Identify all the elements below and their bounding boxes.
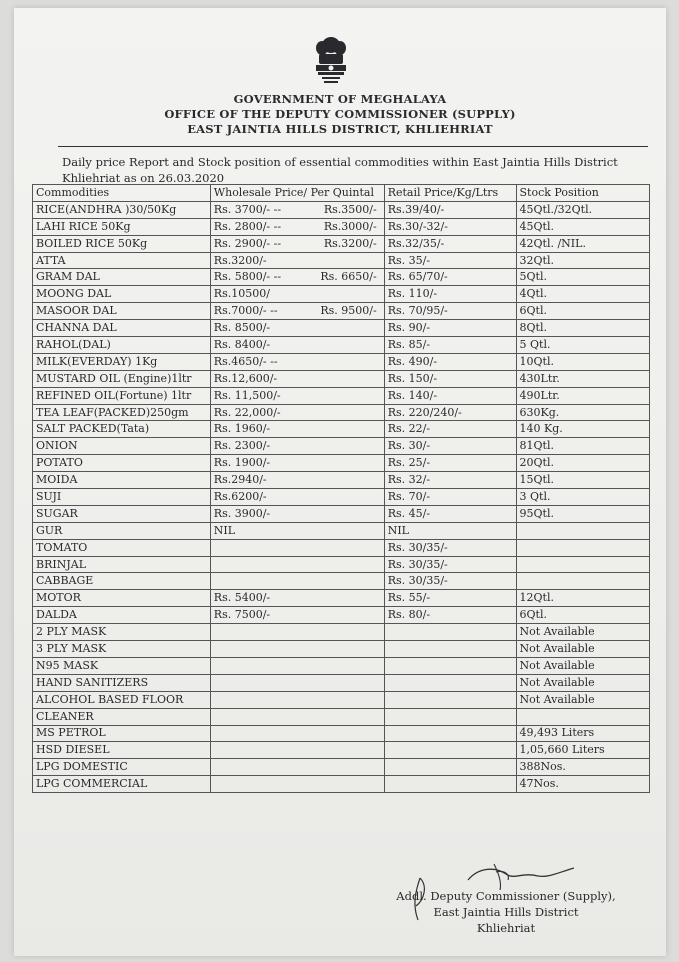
table-row — [33, 624, 650, 641]
table-row — [33, 252, 650, 269]
stock-position: 1,05,660 Liters — [516, 742, 649, 759]
stock-position: 388Nos. — [516, 759, 649, 776]
retail-price: Rs. 220/240/- — [384, 404, 516, 421]
retail-price: Rs. 490/- — [384, 353, 516, 370]
wholesale-price-primary: Rs. 5400/- — [213, 591, 271, 605]
stock-position: 6Qtl. — [516, 607, 649, 624]
stock-position: 49,493 Liters — [516, 725, 649, 742]
table-row — [33, 353, 650, 370]
table-row — [33, 590, 650, 607]
stock-position: 490Ltr. — [516, 387, 649, 404]
stock-position: Not Available — [516, 674, 649, 691]
retail-price: Rs. 30/35/- — [384, 539, 516, 556]
wholesale-price — [210, 201, 384, 218]
stock-position: 430Ltr. — [516, 370, 649, 387]
table-row — [33, 573, 650, 590]
commodity-name: SUJI — [33, 489, 211, 506]
table-row — [33, 421, 650, 438]
retail-price — [384, 641, 516, 658]
table-row — [33, 691, 650, 708]
table-row — [33, 657, 650, 674]
commodity-price-table — [32, 184, 650, 793]
wholesale-price-primary: Rs. 8400/- — [213, 337, 271, 351]
stock-position: 81Qtl. — [516, 438, 649, 455]
commodity-name: ONION — [33, 438, 211, 455]
wholesale-price — [210, 776, 384, 793]
wholesale-price-secondary: Rs. 6650/- — [320, 270, 377, 284]
wholesale-price — [210, 353, 384, 370]
wholesale-price — [210, 708, 384, 725]
wholesale-price-secondary: Rs.3200/- — [323, 236, 377, 250]
commodity-name: 3 PLY MASK — [33, 641, 211, 658]
wholesale-price — [210, 607, 384, 624]
stock-position: Not Available — [516, 691, 649, 708]
wholesale-price — [210, 235, 384, 252]
stock-position: 32Qtl. — [516, 252, 649, 269]
retail-price: Rs. 35/- — [384, 252, 516, 269]
column-header-commodities: Commodities — [33, 185, 211, 202]
wholesale-price-secondary: Rs.3500/- — [323, 202, 377, 216]
stock-position: 3 Qtl. — [516, 489, 649, 506]
wholesale-price-primary: Rs.4650/- -- — [213, 354, 278, 368]
stock-position: 45Qtl. — [516, 218, 649, 235]
commodity-name: LPG COMMERCIAL — [33, 776, 211, 793]
commodity-name: ALCOHOL BASED FLOOR — [33, 691, 211, 708]
commodity-name: RICE(ANDHRA )30/50Kg — [33, 201, 211, 218]
retail-price — [384, 742, 516, 759]
retail-price: Rs. 140/- — [384, 387, 516, 404]
stock-position: 15Qtl. — [516, 472, 649, 489]
column-header-wholesale: Wholesale Price/ Per Quintal — [210, 185, 384, 202]
wholesale-price-primary: Rs. 5800/- -- — [213, 270, 282, 284]
table-row — [33, 337, 650, 354]
wholesale-price-primary: Rs. 1960/- — [213, 422, 271, 436]
commodity-name: N95 MASK — [33, 657, 211, 674]
wholesale-price — [210, 286, 384, 303]
table-row — [33, 539, 650, 556]
table-row — [33, 472, 650, 489]
stock-position: 10Qtl. — [516, 353, 649, 370]
table-row — [33, 742, 650, 759]
table-row — [33, 320, 650, 337]
table-header-row — [33, 185, 650, 202]
commodity-name: TOMATO — [33, 539, 211, 556]
retail-price: Rs. 110/- — [384, 286, 516, 303]
commodity-name: MUSTARD OIL (Engine)1ltr — [33, 370, 211, 387]
table-row — [33, 201, 650, 218]
commodity-name: MOTOR — [33, 590, 211, 607]
retail-price: Rs. 70/- — [384, 489, 516, 506]
wholesale-price-primary: Rs.7000/- -- — [213, 304, 278, 318]
wholesale-price — [210, 438, 384, 455]
table-row — [33, 725, 650, 742]
wholesale-price — [210, 539, 384, 556]
signatory-location: Khliehriat — [476, 921, 536, 935]
table-row — [33, 303, 650, 320]
wholesale-price — [210, 624, 384, 641]
retail-price — [384, 759, 516, 776]
commodity-name: 2 PLY MASK — [33, 624, 211, 641]
wholesale-price-primary: Rs. 22,000/- — [213, 405, 281, 419]
wholesale-price — [210, 218, 384, 235]
wholesale-price — [210, 725, 384, 742]
retail-price: Rs.30/-32/- — [384, 218, 516, 235]
table-row — [33, 522, 650, 539]
commodity-name: HAND SANITIZERS — [33, 674, 211, 691]
stock-position: Not Available — [516, 657, 649, 674]
commodity-name: CABBAGE — [33, 573, 211, 590]
wholesale-price — [210, 303, 384, 320]
table-row — [33, 776, 650, 793]
header-district: EAST JAINTIA HILLS DISTRICT, KHLIEHRIAT — [187, 122, 493, 136]
commodity-name: ATTA — [33, 252, 211, 269]
commodity-name: BRINJAL — [33, 556, 211, 573]
retail-price: Rs. 90/- — [384, 320, 516, 337]
stock-position: 47Nos. — [516, 776, 649, 793]
commodity-name: HSD DIESEL — [33, 742, 211, 759]
retail-price: Rs. 150/- — [384, 370, 516, 387]
retail-price: Rs. 30/- — [384, 438, 516, 455]
stock-position: 140 Kg. — [516, 421, 649, 438]
wholesale-price-primary: Rs.2940/- — [213, 473, 267, 487]
table-row — [33, 674, 650, 691]
table-row — [33, 387, 650, 404]
wholesale-price-primary: Rs.10500/ — [213, 287, 270, 301]
retail-price: Rs. 80/- — [384, 607, 516, 624]
commodity-name: GUR — [33, 522, 211, 539]
wholesale-price — [210, 556, 384, 573]
table-row — [33, 641, 650, 658]
retail-price: Rs. 25/- — [384, 455, 516, 472]
stock-position — [516, 539, 649, 556]
retail-price: Rs. 85/- — [384, 337, 516, 354]
header-divider — [58, 146, 648, 147]
wholesale-price-primary: Rs.6200/- — [213, 489, 267, 503]
wholesale-price — [210, 590, 384, 607]
wholesale-price — [210, 455, 384, 472]
wholesale-price — [210, 505, 384, 522]
table-row — [33, 370, 650, 387]
table-row — [33, 759, 650, 776]
wholesale-price — [210, 370, 384, 387]
wholesale-price — [210, 252, 384, 269]
commodity-name: GRAM DAL — [33, 269, 211, 286]
wholesale-price-primary: Rs. 1900/- — [213, 456, 271, 470]
header-office: OFFICE OF THE DEPUTY COMMISSIONER (SUPPLY) — [164, 107, 516, 121]
retail-price: Rs. 65/70/- — [384, 269, 516, 286]
wholesale-price — [210, 404, 384, 421]
retail-price — [384, 691, 516, 708]
wholesale-price — [210, 759, 384, 776]
stock-position: 4Qtl. — [516, 286, 649, 303]
stock-position: 95Qtl. — [516, 505, 649, 522]
report-description: Daily price Report and Stock position of essential commodities within East Jaintia Hills District Khliehriat as on 26.03.2020 — [62, 155, 618, 185]
stock-position: 45Qtl./32Qtl. — [516, 201, 649, 218]
table-row — [33, 269, 650, 286]
signatory-district: East Jaintia Hills District — [433, 905, 579, 919]
wholesale-price-primary: Rs. 8500/- — [213, 321, 271, 335]
table-row — [33, 607, 650, 624]
retail-price: Rs. 30/35/- — [384, 556, 516, 573]
retail-price: Rs.39/40/- — [384, 201, 516, 218]
table-row — [33, 438, 650, 455]
wholesale-price-secondary: Rs. 9500/- — [320, 304, 377, 318]
wholesale-price-primary: Rs. 3900/- — [213, 506, 271, 520]
wholesale-price — [210, 269, 384, 286]
stock-position: 12Qtl. — [516, 590, 649, 607]
wholesale-price-primary: Rs. 2300/- — [213, 439, 271, 453]
table-row — [33, 218, 650, 235]
table-row — [33, 505, 650, 522]
retail-price: Rs.32/35/- — [384, 235, 516, 252]
document-page — [14, 8, 666, 956]
commodity-name: MOONG DAL — [33, 286, 211, 303]
stock-position — [516, 573, 649, 590]
stock-position — [516, 522, 649, 539]
retail-price: Rs. 55/- — [384, 590, 516, 607]
commodity-name: DALDA — [33, 607, 211, 624]
stock-position: 5 Qtl. — [516, 337, 649, 354]
table-row — [33, 286, 650, 303]
commodity-name: MOIDA — [33, 472, 211, 489]
retail-price: Rs. 70/95/- — [384, 303, 516, 320]
wholesale-price — [210, 657, 384, 674]
commodity-name: TEA LEAF(PACKED)250gm — [33, 404, 211, 421]
commodity-name: MS PETROL — [33, 725, 211, 742]
retail-price — [384, 657, 516, 674]
wholesale-price-primary: Rs. 2900/- -- — [213, 236, 282, 250]
wholesale-price — [210, 337, 384, 354]
table-row — [33, 235, 650, 252]
table-row — [33, 556, 650, 573]
wholesale-price-primary: NIL — [213, 523, 236, 537]
stock-position: 8Qtl. — [516, 320, 649, 337]
retail-price — [384, 776, 516, 793]
signature-block — [386, 888, 626, 936]
retail-price — [384, 624, 516, 641]
wholesale-price — [210, 320, 384, 337]
wholesale-price — [210, 472, 384, 489]
stock-position: 42Qtl. /NIL. — [516, 235, 649, 252]
wholesale-price-primary: Rs.12,600/- — [213, 371, 278, 385]
wholesale-price-secondary: Rs.3000/- — [323, 219, 377, 233]
national-emblem-icon — [310, 34, 352, 92]
retail-price: NIL — [384, 522, 516, 539]
commodity-name: RAHOL(DAL) — [33, 337, 211, 354]
commodity-name: BOILED RICE 50Kg — [33, 235, 211, 252]
retail-price — [384, 708, 516, 725]
commodity-name: SALT PACKED(Tata) — [33, 421, 211, 438]
table-row — [33, 489, 650, 506]
column-header-retail: Retail Price/Kg/Ltrs — [384, 185, 516, 202]
commodity-name: REFINED OIL(Fortune) 1ltr — [33, 387, 211, 404]
wholesale-price — [210, 641, 384, 658]
retail-price — [384, 674, 516, 691]
wholesale-price — [210, 489, 384, 506]
wholesale-price-primary: Rs. 2800/- -- — [213, 219, 282, 233]
wholesale-price-primary: Rs. 3700/- -- — [213, 202, 282, 216]
wholesale-price-primary: Rs. 7500/- — [213, 608, 271, 622]
commodity-name: CHANNA DAL — [33, 320, 211, 337]
table-row — [33, 708, 650, 725]
signatory-title: Addl. Deputy Commissioner (Supply), — [396, 889, 616, 903]
column-header-stock: Stock Position — [516, 185, 649, 202]
stock-position: Not Available — [516, 624, 649, 641]
commodity-name: POTATO — [33, 455, 211, 472]
wholesale-price — [210, 573, 384, 590]
wholesale-price — [210, 522, 384, 539]
header-government: GOVERNMENT OF MEGHALAYA — [233, 92, 447, 106]
commodity-name: SUGAR — [33, 505, 211, 522]
stock-position: 6Qtl. — [516, 303, 649, 320]
stock-position — [516, 556, 649, 573]
wholesale-price — [210, 421, 384, 438]
wholesale-price — [210, 691, 384, 708]
commodity-name: MASOOR DAL — [33, 303, 211, 320]
stock-position: 20Qtl. — [516, 455, 649, 472]
stock-position: Not Available — [516, 641, 649, 658]
retail-price: Rs. 45/- — [384, 505, 516, 522]
wholesale-price — [210, 387, 384, 404]
retail-price — [384, 725, 516, 742]
stock-position: 5Qtl. — [516, 269, 649, 286]
retail-price: Rs. 32/- — [384, 472, 516, 489]
stock-position: 630Kg. — [516, 404, 649, 421]
stock-position — [516, 708, 649, 725]
wholesale-price — [210, 674, 384, 691]
wholesale-price-primary: Rs. 11,500/- — [213, 388, 281, 402]
retail-price: Rs. 30/35/- — [384, 573, 516, 590]
table-row — [33, 455, 650, 472]
commodity-name: LPG DOMESTIC — [33, 759, 211, 776]
table-row — [33, 404, 650, 421]
wholesale-price-primary: Rs.3200/- — [213, 253, 267, 267]
commodity-name: MILK(EVERDAY) 1Kg — [33, 353, 211, 370]
commodity-name: LAHI RICE 50Kg — [33, 218, 211, 235]
retail-price: Rs. 22/- — [384, 421, 516, 438]
wholesale-price — [210, 742, 384, 759]
commodity-name: CLEANER — [33, 708, 211, 725]
